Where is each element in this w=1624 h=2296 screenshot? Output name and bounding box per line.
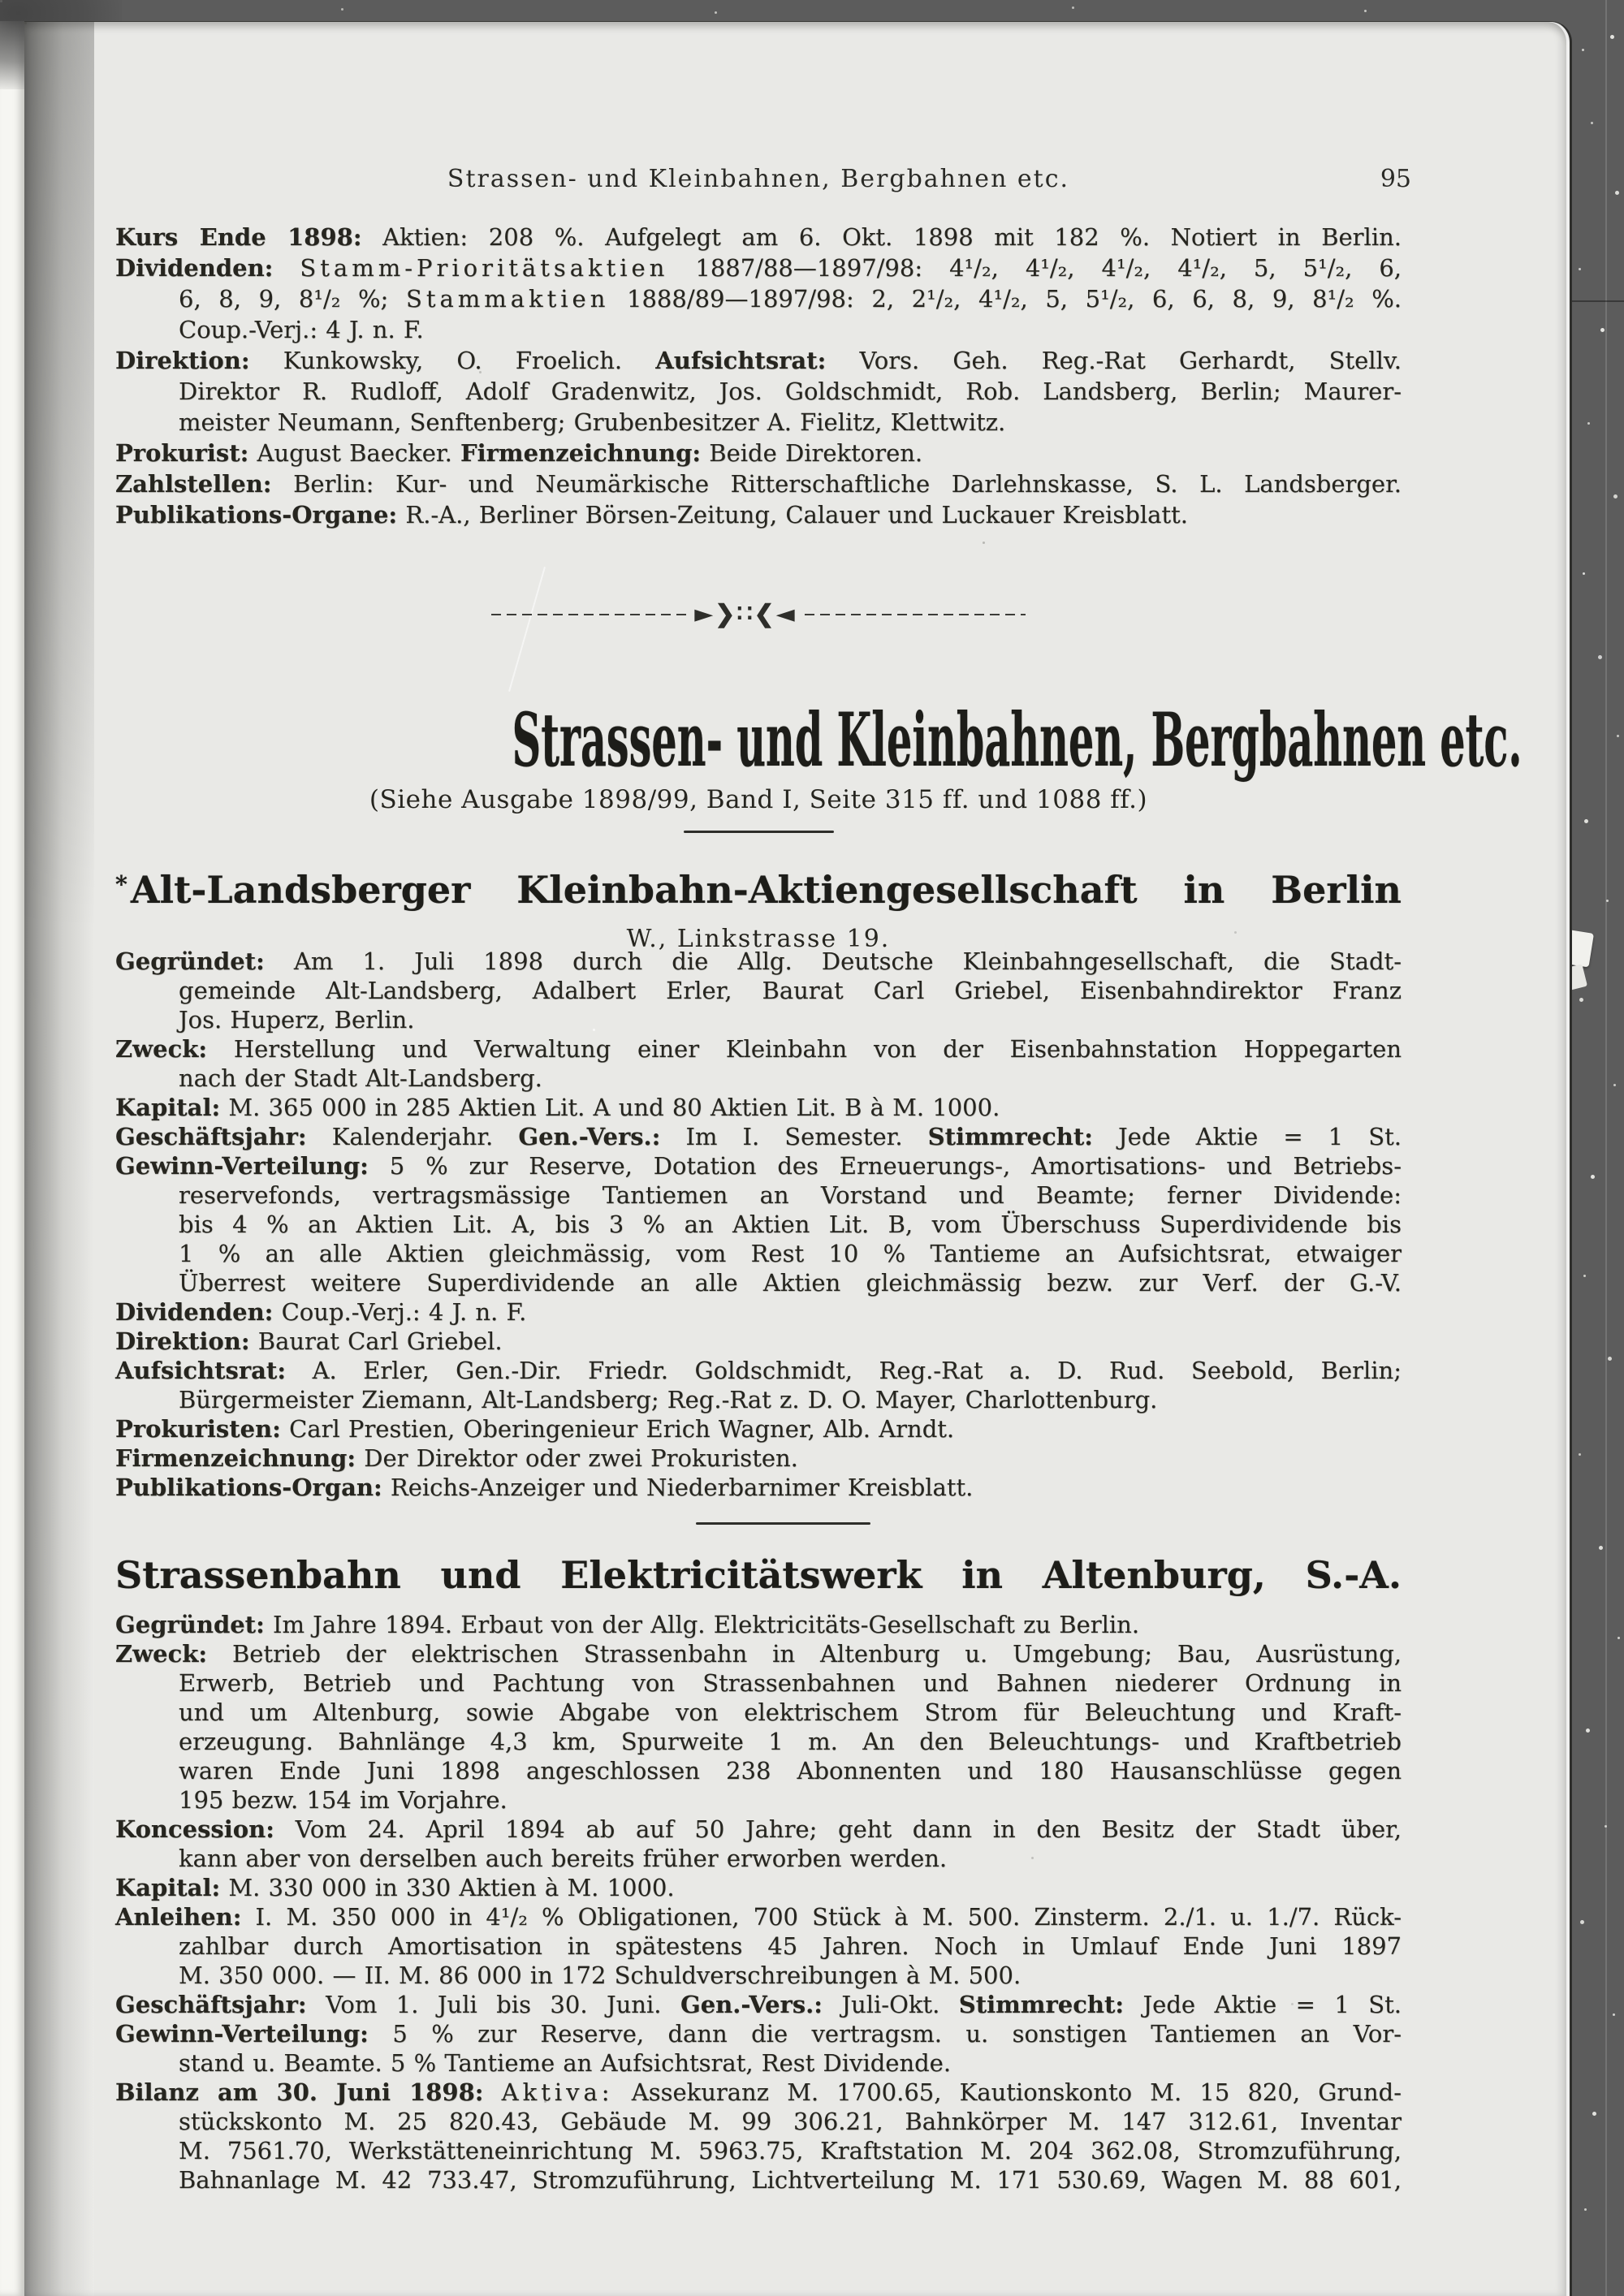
text-line [115,1698,1402,1727]
company-2-entry [115,1610,1402,2195]
bold-lead-label: Publikations-Organ: [115,1474,382,1501]
text-segment: 1887/88—1897/98: 4¹/₂, 4¹/₂, 4¹/₂, 4¹/₂, 5, 5¹/₂, 6, [668,254,1402,282]
text-segment [483,2078,501,2106]
company-1-heading-wrap [115,868,1402,913]
text-segment: Überrest weitere Superdividende an alle Aktien gleichmässig bezw. zur Verf. der G.-V. [179,1269,1402,1297]
text-line [115,1239,1402,1268]
company-2-heading-wrap [115,1553,1402,1598]
text-line [115,1902,1402,1931]
text-segment: Stamm-Prioritätsaktien [300,254,669,282]
text-line [115,1414,1402,1444]
text-line [115,1815,1402,1844]
text-segment: stand u. Beamte. 5 % Tantieme an Aufsichtsrat, Rest Dividende. [179,2049,952,2077]
text-line [115,1444,1402,1473]
text-segment: Juli-Okt. [822,1991,959,2018]
text-segment: Carl Prestien, Oberingenieur Erich Wagner, Alb. Arndt. [280,1415,955,1443]
text-line [115,2078,1402,2107]
separator-rule [684,831,834,833]
text-segment: 5 % zur Reserve, dann die vertragsm. u. sonstigen Tantiemen an Vor- [368,2020,1402,2048]
bold-lead-label: Dividenden: [115,1298,274,1326]
arrows-ornament-icon: ►❯∷❮◄ [694,600,797,628]
bold-lead-label: Firmenzeichnung: [460,439,702,467]
text-line [115,2165,1402,2195]
bold-lead-label: Gewinn-Verteilung: [115,2020,369,2048]
bold-lead-label: Bilanz am 30. Juni 1898: [115,2078,484,2106]
text-segment: Stammaktien [405,285,610,313]
text-segment: Aktiva: [501,2078,614,2106]
text-line [115,1064,1402,1093]
text-line [115,499,1402,530]
text-line [115,468,1402,499]
bold-lead-label: Gen.-Vers.: [680,1991,823,2018]
text-segment: Direktor R. Rudloff, Adolf Gradenwitz, Jos. Goldschmidt, Rob. Landsberg, Berlin; Maurer- [179,378,1402,405]
text-line [115,1785,1402,1815]
section-subtitle: (Siehe Ausgabe 1898/99, Band I, Seite 315 ff. und 1088 ff.) [369,785,1148,814]
bold-lead-label: Gen.-Vers.: [518,1123,661,1150]
bold-lead-label: Stimmrecht: [927,1123,1093,1150]
text-segment: Coup.-Verj.: 4 J. n. F. [179,316,424,343]
bold-lead-label: Gewinn-Verteilung: [115,1152,369,1180]
text-segment: gemeinde Alt-Landsberg, Adalbert Erler, Baurat Carl Griebel, Eisenbahndirektor Franz [179,977,1402,1004]
bold-lead-label: Direktion: [115,347,250,374]
company-2-heading: Strassenbahn und Elektricitätswerk in Altenburg, S.-A. [115,1553,1402,1597]
text-line [115,947,1402,976]
text-line [115,345,1402,376]
text-line [115,1639,1402,1668]
text-line [115,1297,1402,1327]
binding-gutter-shadow-fade [24,22,94,2296]
text-line [115,1727,1402,1756]
bold-lead-label: Publikations-Organe: [115,501,398,529]
text-segment: kann aber von derselben auch bereits früher erworben werden. [179,1845,948,1872]
text-segment: M. 7561.70, Werkstätteneinrichtung M. 5963.75, Kraftstation M. 204 362.08, Stromzuführung, [179,2137,1402,2164]
text-segment: Jede Aktie = 1 St. [1092,1123,1402,1150]
asterisk-mark: * [115,870,127,899]
text-line [115,976,1402,1005]
bold-lead-label: Geschäftsjahr: [115,1123,307,1150]
text-line [115,1385,1402,1414]
bold-lead-label: Prokurist: [115,439,249,467]
bold-lead-label: Kapital: [115,1094,221,1121]
company-1-address: W., Linkstrasse 19. [626,925,891,953]
bold-lead-label: Zweck: [115,1035,208,1063]
bold-lead-label: Aufsichtsrat: [115,1357,287,1384]
ornament-dashed-line [491,614,686,615]
text-segment: Kalenderjahr. [306,1123,519,1150]
scanner-bed-line [1570,300,1624,302]
bold-lead-label: Geschäftsjahr: [115,1991,307,2018]
bold-lead-label: Stimmrecht: [958,1991,1125,2018]
text-segment: Im I. Semester. [660,1123,928,1150]
page-number: 95 [1380,165,1411,193]
company-1-heading [115,868,1402,913]
text-segment: Im Jahre 1894. Erbaut von der Allg. Elektricitäts-Gesellschaft zu Berlin. [264,1611,1140,1638]
facing-page-edge [0,21,24,2296]
text-line [115,1931,1402,1961]
text-line [115,1610,1402,1639]
company-1-name: Alt-Landsberger Kleinbahn-Aktiengesellschaft in Berlin [130,868,1402,912]
text-segment: M. 365 000 in 285 Aktien Lit. A und 80 Aktien Lit. B à M. 1000. [220,1094,1000,1121]
text-line [115,1151,1402,1180]
text-segment: waren Ende Juni 1898 angeschlossen 238 Abonnenten und 180 Hausanschlüsse gegen [179,1757,1402,1785]
text-line [115,314,1402,345]
text-segment: Bürgermeister Ziemann, Alt-Landsberg; Reg.-Rat z. D. O. Mayer, Charlottenburg. [179,1386,1158,1413]
text-segment: bis 4 % an Aktien Lit. A, bis 3 % an Aktien Lit. B, vom Überschuss Superdividende bis [179,1211,1402,1238]
continuation-entry [115,222,1402,530]
text-line [115,1268,1402,1297]
text-segment: Baurat Carl Griebel. [249,1327,503,1355]
text-line [115,1873,1402,1902]
text-segment: erzeugung. Bahnlänge 4,3 km, Spurweite 1 m. An den Beleuchtungs- und Kraftbetrieb [179,1728,1402,1755]
separator-rule [696,1522,870,1525]
scan-scratch [508,567,546,692]
text-segment: Am 1. Juli 1898 durch die Allg. Deutsche Kleinbahngesellschaft, die Stadt- [264,947,1402,975]
text-line [115,283,1402,314]
text-line [115,2107,1402,2136]
section-title: Strassen- und Kleinbahnen, Bergbahnen etc. [512,696,1522,783]
bold-lead-label: Firmenzeichnung: [115,1444,356,1472]
text-segment: reservefonds, vertragsmässige Tantiemen an Vorstand und Beamte; ferner Dividende: [179,1181,1402,1209]
text-segment: stückskonto M. 25 820.43, Gebäude M. 99 306.21, Bahnkörper M. 147 312.61, Inventar [179,2108,1402,2135]
text-line [115,1990,1402,2019]
text-segment: Betrieb der elektrischen Strassenbahn in Altenburg u. Umgebung; Bau, Ausrüstung, [207,1640,1402,1668]
text-segment: nach der Stadt Alt-Landsberg. [179,1064,542,1092]
text-segment: Erwerb, Betrieb und Pachtung von Strassenbahnen und Bahnen niederer Ordnung in [179,1669,1402,1697]
text-segment: Herstellung und Verwaltung einer Kleinbahn von der Eisenbahnstation Hoppegarten [207,1035,1402,1063]
text-line [115,1844,1402,1873]
bold-lead-label: Gegründet: [115,947,265,975]
text-segment: Jos. Huperz, Berlin. [179,1006,415,1034]
text-segment: Reichs-Anzeiger und Niederbarnimer Kreisblatt. [382,1474,974,1501]
text-line [115,2136,1402,2165]
text-line [115,1961,1402,1990]
text-segment: Coup.-Verj.: 4 J. n. F. [273,1298,527,1326]
text-line [115,1005,1402,1034]
text-segment [273,254,300,282]
ornament-dashed-line [805,614,1026,615]
text-segment: Der Direktor oder zwei Prokuristen. [356,1444,798,1472]
bold-lead-label: Zweck: [115,1640,208,1668]
text-line [115,222,1402,252]
text-line [115,2019,1402,2048]
text-segment: A. Erler, Gen.-Dir. Friedr. Goldschmidt, Reg.-Rat a. D. Rud. Seebold, Berlin; [286,1357,1402,1384]
text-segment: Beide Direktoren. [701,439,923,467]
text-segment: 195 bezw. 154 im Vorjahre. [179,1786,508,1814]
bold-lead-label: Anleihen: [115,1903,242,1931]
text-line [115,1327,1402,1356]
text-line [115,407,1402,438]
text-segment: Bahnanlage M. 42 733.47, Stromzuführung, Lichtverteilung M. 171 530.69, Wagen M. 88 601, [179,2166,1402,2194]
text-segment: Aktien: 208 %. Aufgelegt am 6. Okt. 1898 mit 182 %. Notiert in Berlin. [361,223,1402,251]
text-line [115,2048,1402,2078]
bold-lead-label: Gegründet: [115,1611,265,1638]
text-line [115,438,1402,468]
bold-lead-label: Zahlstellen: [115,470,272,498]
bold-lead-label: Kurs Ende 1898: [115,223,362,251]
text-segment: M. 350 000. — II. M. 86 000 in 172 Schuldverschreibungen à M. 500. [179,1962,1021,1989]
text-segment: 5 % zur Reserve, Dotation des Erneuerungs-, Amortisations- und Betriebs- [368,1152,1402,1180]
running-header: Strassen- und Kleinbahnen, Bergbahnen etc. [447,165,1070,193]
text-segment: und um Altenburg, sowie Abgabe von elektrischem Strom für Beleuchtung und Kraft- [179,1698,1402,1726]
text-segment: meister Neumann, Senftenberg; Grubenbesitzer A. Fielitz, Klettwitz. [179,408,1006,436]
text-segment: 1888/89—1897/98: 2, 2¹/₂, 4¹/₂, 5, 5¹/₂, 6, 6, 8, 9, 8¹/₂ %. [609,285,1402,313]
text-line [115,252,1402,283]
text-segment: I. M. 350 000 in 4¹/₂ % Obligationen, 700 Stück à M. 500. Zinsterm. 2./1. u. 1./7. Rück- [241,1903,1402,1931]
bold-lead-label: Kapital: [115,1874,221,1901]
text-segment: August Baecker. [248,439,461,467]
scanner-bed-line [1605,0,1607,2296]
paper-specks [24,22,27,24]
running-header-row [115,165,1411,193]
text-segment: zahlbar durch Amortisation in spätestens 45 Jahren. Noch in Umlauf Ende Juni 1897 [179,1932,1402,1960]
text-segment: 6, 8, 9, 8¹/₂ %; [179,285,406,313]
text-segment: M. 330 000 in 330 Aktien à M. 1000. [220,1874,675,1901]
book-page [24,21,1572,2296]
text-line [115,1356,1402,1385]
text-segment: Berlin: Kur- und Neumärkische Ritterschaftliche Darlehnskasse, S. L. Landsberger. [271,470,1402,498]
bold-lead-label: Dividenden: [115,254,274,282]
section-title-wrap [115,696,1522,783]
text-segment: Assekuranz M. 1700.65, Kautionskonto M. 15 820, Grund- [613,2078,1402,2106]
bold-lead-label: Aufsichtsrat: [655,347,827,374]
text-line [115,1473,1402,1502]
text-segment: 1 % an alle Aktien gleichmässig, vom Rest 10 % Tantieme an Aufsichtsrat, etwaiger [179,1240,1402,1267]
text-segment: Jede Aktie = 1 St. [1124,1991,1402,2018]
text-line [115,1122,1402,1151]
text-line [115,376,1402,407]
text-line [115,1668,1402,1698]
text-line [115,1180,1402,1210]
text-line [115,1034,1402,1064]
text-line [115,1093,1402,1122]
section-divider-ornament [115,600,1402,628]
bold-lead-label: Koncession: [115,1815,274,1843]
text-segment: R.-A., Berliner Börsen-Zeitung, Calauer und Luckauer Kreisblatt. [397,501,1188,529]
text-segment: Kunkowsky, O. Froelich. [249,347,656,374]
company-1-entry [115,947,1402,1502]
text-segment: Vors. Geh. Reg.-Rat Gerhardt, Stellv. [826,347,1402,374]
bold-lead-label: Direktion: [115,1327,250,1355]
text-line [115,1210,1402,1239]
text-segment: Vom 1. Juli bis 30. Juni. [306,1991,680,2018]
text-line [115,1756,1402,1785]
bold-lead-label: Prokuristen: [115,1415,281,1443]
text-segment: Vom 24. April 1894 ab auf 50 Jahre; geht dann in den Besitz der Stadt über, [274,1815,1402,1843]
